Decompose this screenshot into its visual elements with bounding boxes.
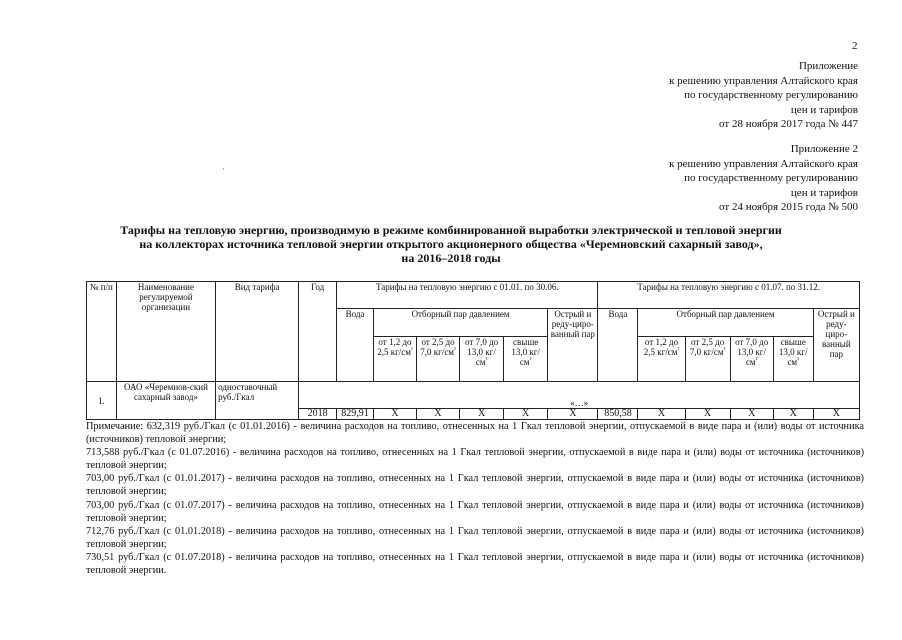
header-org: Наименование регулируемой организации: [116, 282, 215, 382]
table-row: [87, 382, 860, 409]
appendix-2-line: от 24 ноября 2015 года № 500: [719, 201, 858, 213]
cell-h2-p2: X: [685, 409, 730, 420]
row-ellipsis: «…»: [299, 382, 860, 409]
header-year: Год: [299, 282, 337, 382]
title-line: на коллекторах источника тепловой энергии открытого акционерного общества «Черемновский сахарный завод»,: [139, 237, 763, 251]
row-num: 1.: [87, 382, 117, 420]
header-row: [87, 282, 860, 309]
appendix-2-line: Приложение 2: [790, 143, 858, 155]
appendix-2-line: к решению управления Алтайского края: [669, 157, 858, 170]
header-pressure-4: свыше 13,0 $кг/см^{^2}$: [773, 337, 813, 382]
header-steam: Отборный пар давлением: [373, 309, 547, 337]
cell-h1-sharp: X: [548, 409, 598, 420]
note-item: 730,51 руб./Гкал (с 01.07.2018) - величина расходов на топливо, отнесенных на 1 Гкал тепловой энергии, отпускаемой в виде пара и (или) воды от источника (источников) тепловой энергии.: [86, 551, 864, 577]
note-item: Примечание: 632,319 руб./Гкал (с 01.01.2016) - величина расходов на топливо, отнесенных на 1 Гкал тепловой энергии, отпускаемой в виде пара и (или) воды от источника (источников) тепловой энергии;: [86, 421, 864, 446]
row-tariff-type-empty: [216, 409, 299, 420]
appendix-2-line: цен и тарифов: [790, 186, 858, 199]
row-tariff-type: одноставочный руб./Гкал: [216, 382, 299, 409]
header-period-1: Тарифы на тепловую энергию с 01.01. по 30.06.: [337, 282, 598, 309]
header-tariff-type: Вид тарифа: [216, 282, 299, 382]
header-pressure-1: от 1,2 до 2,5 $кг/см^{^2}$: [638, 337, 685, 382]
page-number: 2: [852, 40, 858, 52]
header-pressure-4: свыше 13,0 $кг/см^{^2}$: [504, 337, 548, 382]
cell-year: 2018: [299, 409, 337, 420]
appendix-1-line: цен и тарифов: [790, 103, 858, 116]
appendix-1-line: от 28 ноября 2017 года № 447: [719, 118, 858, 130]
title-line: Тарифы на тепловую энергию, производимую в режиме комбинированной выработки электрической и тепловой энергии: [120, 223, 782, 237]
document-title: [60, 223, 842, 265]
appendix-1-line: к решению управления Алтайского края: [669, 74, 858, 87]
appendix-2-header: [669, 142, 858, 215]
cell-h2-sharp: X: [813, 409, 859, 420]
cell-h1-p1: X: [373, 409, 416, 420]
cell-h2-p4: X: [773, 409, 813, 420]
header-water: Вода: [337, 309, 374, 382]
cell-h2-p3: X: [730, 409, 773, 420]
header-water: Вода: [598, 309, 638, 382]
cell-h1-p4: X: [504, 409, 548, 420]
header-sharp-steam: Острый и реду-циро-ванный пар: [813, 309, 859, 382]
title-line: на 2016–2018 годы: [401, 251, 501, 265]
tariff-table: [86, 281, 860, 420]
note-item: 712,76 руб./Гкал (с 01.01.2018) - величина расходов на топливо, отнесенных на 1 Гкал тепловой энергии, отпускаемой в виде пара и (или) воды от источника (источников) тепловой энергии;: [86, 525, 864, 550]
cell-h2-water: 850,58: [598, 409, 638, 420]
notes: [86, 420, 864, 577]
header-num: № п/п: [87, 282, 117, 382]
note-item: 713,588 руб./Гкал (с 01.07.2016) - величина расходов на топливо, отнесенных на 1 Гкал тепловой энергии, отпускаемой в виде пара и (или) воды от источника (источников) тепловой энергии;: [86, 447, 864, 472]
cell-h1-p2: X: [417, 409, 460, 420]
appendix-1-line: по государственному регулированию: [684, 89, 858, 101]
header-pressure-3: от 7,0 до 13,0 $кг/см^{^2}$: [730, 337, 773, 382]
header-steam: Отборный пар давлением: [638, 309, 813, 337]
appendix-2-line: по государственному регулированию: [684, 172, 858, 184]
header-pressure-2: от 2,5 до 7,0 $кг/см^{^2}$: [417, 337, 460, 382]
scan-speck: ·: [222, 165, 225, 174]
appendix-1-header: [669, 59, 858, 132]
header-period-2: Тарифы на тепловую энергию с 01.07. по 31.12.: [598, 282, 860, 309]
header-pressure-3: от 7,0 до 13,0 $кг/см^{^2}$: [460, 337, 504, 382]
cell-h1-water: 829,91: [337, 409, 374, 420]
header-pressure-1: от 1,2 до 2,5 $кг/см^{^2}$: [373, 337, 416, 382]
cell-h1-p3: X: [460, 409, 504, 420]
header-sharp-steam: Острый и реду-циро-ванный пар: [548, 309, 598, 382]
row-org: ОАО «Черемнов-ский сахарный завод»: [116, 382, 215, 420]
cell-h2-p1: X: [638, 409, 685, 420]
note-item: 703,00 руб./Гкал (с 01.07.2017) - величина расходов на топливо, отнесенных на 1 Гкал тепловой энергии, отпускаемой в виде пара и (или) воды от источника (источников) тепловой энергии;: [86, 499, 864, 524]
appendix-1-line: Приложение: [798, 60, 858, 72]
note-item: 703,00 руб./Гкал (с 01.01.2017) - величина расходов на топливо, отнесенных на 1 Гкал тепловой энергии, отпускаемой в виде пара и (или) воды от источника (источников) тепловой энергии;: [86, 473, 864, 498]
header-pressure-2: от 2,5 до 7,0 $кг/см^{^2}$: [685, 337, 730, 382]
